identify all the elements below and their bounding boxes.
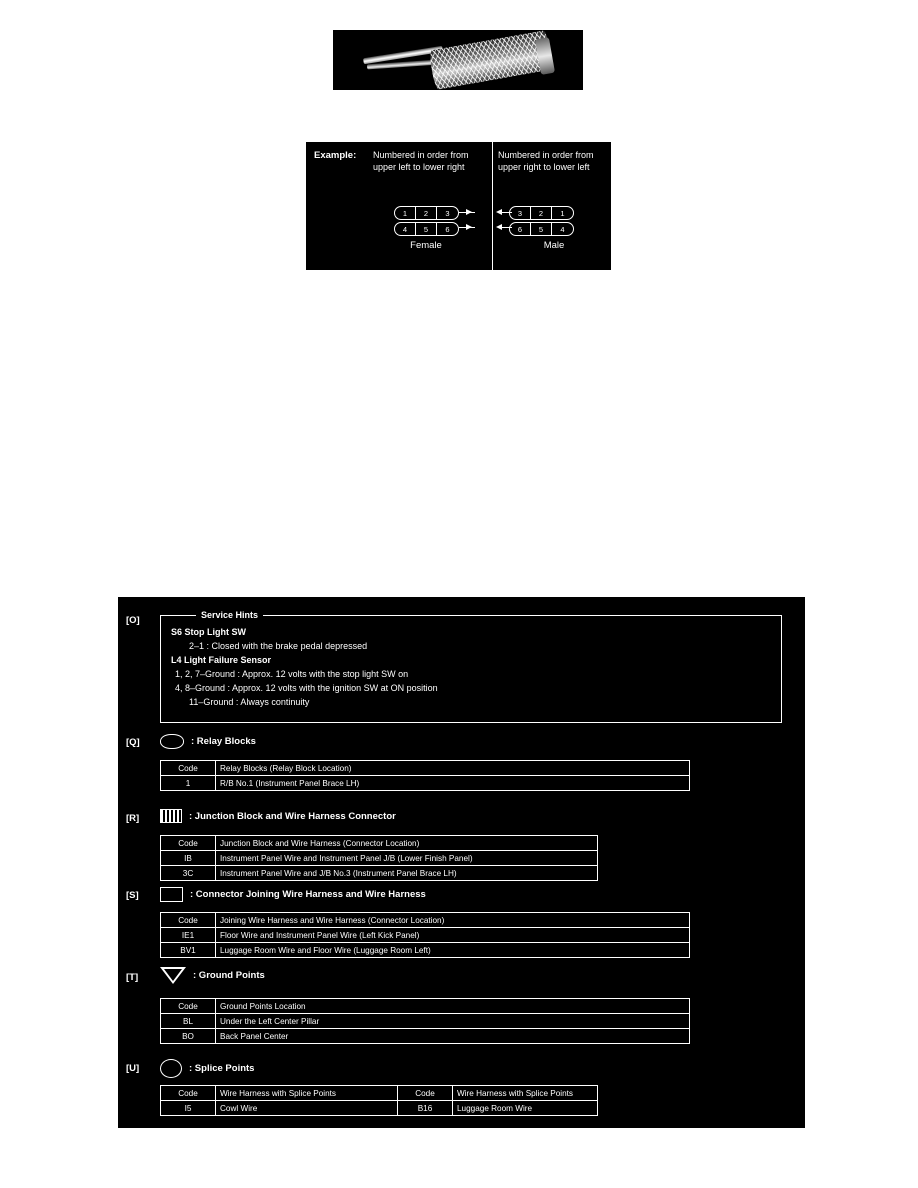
female-pin: 2 [416,207,437,219]
th-desc: Relay Blocks (Relay Block Location) [216,761,690,776]
table-row [161,776,690,791]
table-header-row [161,836,598,851]
male-pin: 4 [560,224,565,234]
male-pin: 3 [510,207,531,219]
female-pin: 1 [395,207,416,219]
male-caption: Male [543,240,565,251]
th-desc: Joining Wire Harness and Wire Harness (Connector Location) [216,913,690,928]
female-top-row [394,206,459,220]
junction-block-table [160,835,598,881]
junction-block-icon [160,809,182,823]
hint-line: 1, 2, 7–Ground : Approx. 12 volts with the stop light SW on [175,669,409,679]
cell-code: B16 [398,1101,453,1116]
heading-junction-block [160,809,396,823]
ground-points-table [160,998,690,1044]
ground-points-label: : Ground Points [193,970,265,981]
cell-desc: Luggage Room Wire and Floor Wire (Luggage Room Left) [216,943,690,958]
female-connector-diagram [394,206,459,236]
table-row [161,928,690,943]
hint-heading: S6 Stop Light SW [171,627,246,637]
cell-code: BL [161,1014,216,1029]
female-pin: 6 [445,224,450,234]
wire-harness-photo [333,30,583,90]
female-caption: Female [410,240,442,251]
cell-code: 1 [161,776,216,791]
splice-points-label: : Splice Points [189,1063,255,1074]
relay-blocks-label: : Relay Blocks [191,736,256,747]
service-hints-panel [118,597,805,1128]
square-connector-icon [160,887,183,902]
table-row [161,1029,690,1044]
relay-blocks-table [160,760,690,791]
example-right-heading: Numbered in order from upper right to lower left [498,150,594,172]
cell-desc: Instrument Panel Wire and J/B No.3 (Instrument Panel Brace LH) [216,866,598,881]
example-left-heading: Numbered in order from upper left to lower right [373,150,469,172]
connector-joining-label: : Connector Joining Wire Harness and Wire Harness [190,889,426,900]
th-desc: Wire Harness with Splice Points [216,1086,398,1101]
male-connector-diagram [509,206,574,236]
service-hints-title: Service Hints [196,610,263,620]
cell-desc: Instrument Panel Wire and Instrument Panel J/B (Lower Finish Panel) [216,851,598,866]
junction-block-label: : Junction Block and Wire Harness Connector [189,810,396,822]
cell-code: 3C [161,866,216,881]
cell-code: IB [161,851,216,866]
male-arrow-head-bottom [496,224,502,230]
th-code: Code [161,761,216,776]
tag-splice-points: [U] [126,1063,140,1074]
hint-line: 2–1 : Closed with the brake pedal depressed [189,641,368,651]
female-pin: 3 [445,208,450,218]
table-row [161,851,598,866]
splice-points-table [160,1085,598,1116]
male-pin: 2 [531,207,552,219]
cell-desc: Floor Wire and Instrument Panel Wire (Left Kick Panel) [216,928,690,943]
hint-line: 11–Ground : Always continuity [189,697,310,707]
example-label: Example: [314,150,357,161]
cell-code: IE1 [161,928,216,943]
table-row [161,1014,690,1029]
th-code: Code [161,836,216,851]
ground-triangle-icon [160,967,186,984]
hint-heading: L4 Light Failure Sensor [171,655,272,665]
table-row [161,866,598,881]
male-bottom-row [509,222,574,236]
tag-service-hints: [O] [126,615,140,626]
heading-relay-blocks [160,734,256,749]
th-desc: Junction Block and Wire Harness (Connector Location) [216,836,598,851]
male-pin: 5 [531,223,552,235]
connector-joining-table [160,912,690,958]
cell-code: BV1 [161,943,216,958]
tag-relay-blocks: [Q] [126,737,140,748]
female-bottom-row [394,222,459,236]
th-desc: Wire Harness with Splice Points [453,1086,598,1101]
example-divider [492,142,493,270]
table-row [161,1101,598,1116]
female-arrow-head-top [466,209,472,215]
cell-desc: Cowl Wire [216,1101,398,1116]
tag-junction-block: [R] [126,813,140,824]
male-pin: 1 [560,208,565,218]
table-row [161,943,690,958]
connector-numbering-example [306,142,611,270]
female-pin: 4 [395,223,416,235]
tag-connector-joining: [S] [126,890,139,901]
oval-connector-icon [160,734,184,749]
cell-desc: R/B No.1 (Instrument Panel Brace LH) [216,776,690,791]
table-header-row [161,913,690,928]
male-pin: 6 [510,223,531,235]
male-arrow-head-top [496,209,502,215]
service-hints-body [171,625,771,709]
th-code: Code [161,999,216,1014]
hint-line: 4, 8–Ground : Approx. 12 volts with the ignition SW at ON position [175,683,438,693]
cell-desc: Back Panel Center [216,1029,690,1044]
splice-circle-icon [160,1059,182,1078]
th-code: Code [398,1086,453,1101]
th-desc: Ground Points Location [216,999,690,1014]
heading-ground-points [160,967,265,984]
male-top-row [509,206,574,220]
th-code: Code [161,913,216,928]
th-code: Code [161,1086,216,1101]
table-header-row [161,999,690,1014]
braided-shield-icon [428,30,553,90]
cell-desc: Under the Left Center Pillar [216,1014,690,1029]
cell-desc: Luggage Room Wire [453,1101,598,1116]
table-header-row [161,1086,598,1101]
cell-code: BO [161,1029,216,1044]
female-pin: 5 [416,223,437,235]
table-header-row [161,761,690,776]
heading-splice-points [160,1059,254,1078]
female-arrow-head-bottom [466,224,472,230]
heading-connector-joining [160,887,426,902]
cell-code: I5 [161,1101,216,1116]
tag-ground-points: [T] [126,972,139,983]
